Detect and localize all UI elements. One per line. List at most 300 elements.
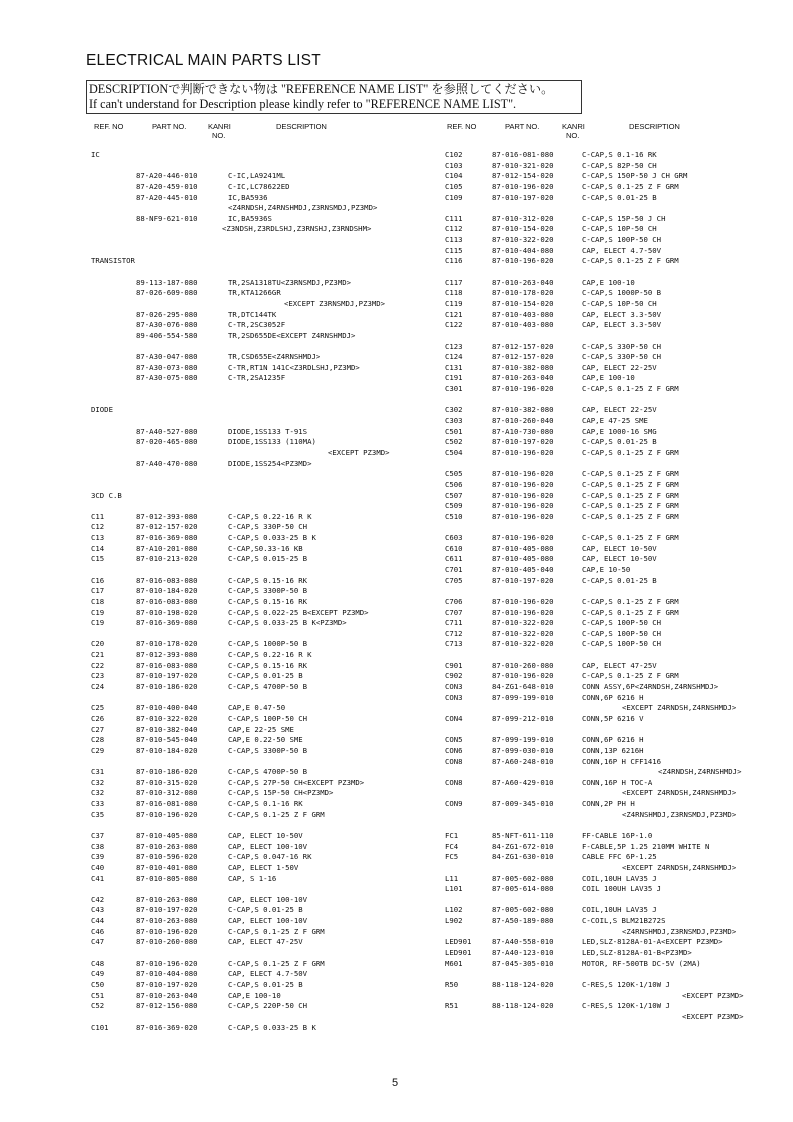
part-no-cell: 87-005-602-080 — [492, 905, 554, 915]
part-no-cell: 87-010-196-020 — [492, 469, 554, 479]
ref-no-cell: C17 — [91, 586, 105, 596]
table-row — [88, 416, 418, 427]
table-row — [445, 778, 765, 789]
table-row — [445, 799, 765, 810]
part-no-cell: 87-010-197-020 — [492, 437, 554, 447]
ref-no-cell: CON3 — [445, 692, 463, 702]
ref-no-cell: C902 — [445, 671, 463, 681]
part-no-cell: 89-113-187-080 — [136, 277, 198, 287]
table-row — [88, 235, 418, 246]
description-cell: C-CAP,S 0.1-25 Z F GRM — [582, 479, 679, 489]
part-no-cell: 87-010-154-020 — [492, 298, 554, 308]
ref-no-cell: C50 — [91, 979, 105, 989]
part-no-cell: 88-118-124-020 — [492, 1001, 554, 1011]
table-row — [88, 863, 418, 874]
table-row — [445, 895, 765, 906]
table-row — [88, 501, 418, 512]
ref-no-cell: C504 — [445, 447, 463, 457]
ref-no-cell: L102 — [445, 905, 463, 915]
description-cell: IC,BA5936 — [228, 192, 268, 202]
ref-no-cell: CON8 — [445, 756, 463, 766]
description-cell: CAP,E 10-50 — [582, 564, 631, 574]
table-row — [88, 554, 418, 565]
header-description-right: DESCRIPTION — [629, 122, 680, 131]
parts-list-left-column — [88, 150, 418, 1033]
description-cell: C-CAP,S 15P-50 J CH — [582, 213, 666, 223]
part-no-cell: 87-099-199-010 — [492, 692, 554, 702]
ref-no-cell: C41 — [91, 873, 105, 883]
description-cell: C-CAP,S 100P-50 CH — [582, 618, 662, 628]
table-row — [445, 852, 765, 863]
part-no-cell: 84-ZG1-648-010 — [492, 682, 554, 692]
table-row — [445, 214, 765, 225]
table-row — [445, 820, 765, 831]
description-cell: C-CAP,S 0.033-25 B K<PZ3MD> — [228, 618, 347, 628]
header-kanri-left — [208, 122, 231, 140]
table-row — [88, 788, 418, 799]
part-no-cell: 87-045-305-010 — [492, 958, 554, 968]
part-no-cell: 87-A20-459-010 — [136, 181, 198, 191]
table-row — [445, 203, 765, 214]
table-row — [88, 852, 418, 863]
table-row — [445, 905, 765, 916]
table-row — [445, 278, 765, 289]
description-cell: CAP, ELECT 100-10V — [228, 841, 308, 851]
part-no-cell: 87-010-196-020 — [492, 607, 554, 617]
table-row — [445, 810, 765, 821]
table-row — [88, 544, 418, 555]
description-cell: CAP, ELECT 10-50V — [582, 554, 657, 564]
description-cell: C-CAP,S 0.01-25 B — [228, 979, 303, 989]
ref-no-cell: C11 — [91, 511, 105, 521]
part-no-cell: 87-099-212-010 — [492, 713, 554, 723]
part-no-cell: 85-NFT-611-110 — [492, 831, 554, 840]
table-row — [88, 342, 418, 353]
description-cell: C-CAP,S 0.01-25 B — [582, 437, 657, 447]
part-no-cell: 87-010-545-040 — [136, 735, 198, 745]
description-cell: CAP, ELECT 3.3-50V — [582, 320, 662, 330]
part-no-cell: 87-016-083-080 — [136, 575, 198, 585]
description-cell: <EXCEPT Z4RNDSH,Z4RNSHMDJ> — [622, 862, 737, 872]
description-cell: C-IC,LA9241ML — [228, 171, 286, 181]
table-row — [445, 373, 765, 384]
table-row — [445, 586, 765, 597]
ref-no-cell: C611 — [445, 554, 463, 564]
description-cell: C-CAP,S 220P-50 CH — [228, 1001, 308, 1011]
ref-no-cell: C119 — [445, 298, 463, 308]
part-no-cell: 87-A10-201-080 — [136, 543, 198, 553]
table-row — [88, 597, 418, 608]
table-row — [445, 544, 765, 555]
part-no-cell: 87-010-260-040 — [492, 416, 554, 426]
table-row — [445, 459, 765, 470]
table-row — [88, 831, 418, 842]
header-kanri-right — [562, 122, 585, 140]
description-cell: TR,2SA1318TU<Z3RNSMDJ,PZ3MD> — [228, 277, 352, 287]
part-no-cell: 87-012-157-020 — [492, 341, 554, 351]
description-cell: CABLE FFC 6P-1.25 — [582, 852, 657, 862]
table-row — [88, 288, 418, 299]
table-row — [445, 405, 765, 416]
table-row — [445, 554, 765, 565]
description-cell: CONN,6P 6216 H — [582, 692, 644, 702]
description-cell: C-CAP,S 0.1-25 Z F GRM — [228, 926, 325, 936]
table-row — [88, 491, 418, 502]
part-no-cell: 87-A40-123-010 — [492, 948, 554, 958]
ref-no-cell: C13 — [91, 533, 105, 543]
table-row — [88, 1001, 418, 1012]
ref-no-cell: CON9 — [445, 799, 463, 809]
description-cell: C-CAP,S 0.1-25 Z F GRM — [228, 958, 325, 968]
description-cell: CONN,13P 6216H — [582, 745, 644, 755]
ref-no-cell: C303 — [445, 416, 463, 426]
ref-no-cell: C22 — [91, 660, 105, 670]
ref-no-cell: C105 — [445, 181, 463, 191]
description-cell: C-CAP,S 0.01-25 B — [582, 192, 657, 202]
part-no-cell: 87-010-196-020 — [492, 447, 554, 457]
table-row — [88, 693, 418, 704]
table-row — [445, 725, 765, 736]
description-cell: <Z3NDSH,Z3RDLSHJ,Z3RNSHJ,Z3RNDSHM> — [222, 224, 372, 234]
description-cell: C-CAP,S 0.1-25 Z F GRM — [582, 501, 679, 511]
ref-no-cell: C12 — [91, 522, 105, 532]
description-cell: <EXCEPT PZ3MD> — [682, 990, 744, 1000]
ref-no-cell: C706 — [445, 596, 463, 606]
part-no-cell: 87-010-184-020 — [136, 586, 198, 596]
part-no-cell: 87-016-369-080 — [136, 533, 198, 543]
table-row — [445, 299, 765, 310]
table-row — [445, 182, 765, 193]
description-cell: COIL,10UH LAV35 J — [582, 905, 657, 915]
table-row — [88, 363, 418, 374]
table-row — [88, 757, 418, 768]
part-no-cell: 87-A30-075-080 — [136, 373, 198, 383]
table-row — [445, 597, 765, 608]
part-no-cell: 87-010-322-020 — [492, 628, 554, 638]
ref-no-cell: C121 — [445, 309, 463, 319]
ref-no-cell: C707 — [445, 607, 463, 617]
part-no-cell: 87-012-154-020 — [492, 171, 554, 181]
description-cell: CAP,E 0.47-50 — [228, 703, 286, 713]
ref-no-cell: C51 — [91, 990, 105, 1000]
part-no-cell: 87-010-401-080 — [136, 862, 198, 872]
part-no-cell: 87-010-197-020 — [492, 575, 554, 585]
part-no-cell: 87-010-196-020 — [492, 596, 554, 606]
page-title: ELECTRICAL MAIN PARTS LIST — [86, 52, 321, 69]
ref-no-cell: C21 — [91, 650, 105, 660]
table-row — [88, 224, 418, 235]
description-cell: CAP,E 22-25 SME — [228, 724, 294, 734]
part-no-cell: 88-118-124-020 — [492, 979, 554, 989]
table-row — [445, 735, 765, 746]
ref-no-cell: C113 — [445, 235, 463, 245]
ref-no-cell: C116 — [445, 256, 463, 266]
table-row — [88, 469, 418, 480]
table-row — [88, 714, 418, 725]
part-no-cell: 87-010-197-020 — [492, 192, 554, 202]
part-no-cell: 87-010-186-020 — [136, 682, 198, 692]
table-row — [88, 278, 418, 289]
ref-no-cell: C28 — [91, 735, 105, 745]
table-row — [445, 746, 765, 757]
description-cell: C-CAP,S 0.033-25 B K — [228, 1022, 316, 1032]
table-row — [445, 246, 765, 257]
part-no-cell: 87-010-196-020 — [492, 501, 554, 511]
table-row — [88, 331, 418, 342]
table-row — [445, 980, 765, 991]
reference-note-box — [86, 80, 582, 114]
ref-no-cell: C712 — [445, 628, 463, 638]
table-row — [88, 618, 418, 629]
ref-no-cell: C25 — [91, 703, 105, 713]
ref-no-cell: CON5 — [445, 735, 463, 745]
table-row — [445, 310, 765, 321]
ref-no-cell: C46 — [91, 926, 105, 936]
header-ref-no-right: REF. NO — [447, 122, 477, 131]
description-cell: C-TR,2SA1235F — [228, 373, 286, 383]
part-no-cell: 87-010-260-080 — [492, 660, 554, 670]
table-row — [445, 682, 765, 693]
description-cell: CONN,5P 6216 V — [582, 713, 644, 723]
description-cell: C-TR,2SC3052F — [228, 320, 286, 330]
table-row — [88, 512, 418, 523]
part-no-cell: 87-016-369-020 — [136, 1022, 198, 1032]
table-row — [88, 384, 418, 395]
table-row — [88, 405, 418, 416]
description-cell: C-CAP,S 0.15-16 RK — [228, 660, 308, 670]
part-no-cell: 87-012-393-080 — [136, 650, 198, 660]
section-heading: IC — [91, 150, 100, 159]
table-row — [88, 214, 418, 225]
table-row — [88, 480, 418, 491]
part-no-cell: 87-010-400-040 — [136, 703, 198, 713]
description-cell: COIL 100UH LAV35 J — [582, 884, 662, 894]
table-row — [88, 778, 418, 789]
description-cell: <EXCEPT Z4RNDSH,Z4RNSHMDJ> — [622, 788, 737, 798]
ref-no-cell: C42 — [91, 894, 105, 904]
ref-no-cell: C117 — [445, 277, 463, 287]
table-row — [445, 235, 765, 246]
table-row — [445, 161, 765, 172]
ref-no-cell: L11 — [445, 873, 459, 883]
description-cell: CAP, ELECT 47-25V — [228, 937, 303, 947]
ref-no-cell: C603 — [445, 533, 463, 543]
ref-no-cell: C24 — [91, 682, 105, 692]
ref-no-cell: CON3 — [445, 682, 463, 692]
part-no-cell: 87-010-198-020 — [136, 607, 198, 617]
part-no-cell: 87-A40-527-080 — [136, 426, 198, 436]
description-cell: C-CAP,S 10P-50 CH — [582, 298, 657, 308]
table-row — [88, 799, 418, 810]
table-row — [445, 650, 765, 661]
part-no-cell: 87-010-196-020 — [136, 958, 198, 968]
ref-no-cell: C101 — [91, 1022, 109, 1032]
description-cell: C-CAP,S 3300P-50 B — [228, 745, 308, 755]
part-no-cell: 87-A40-470-080 — [136, 458, 198, 468]
table-row — [445, 427, 765, 438]
ref-no-cell: C33 — [91, 799, 105, 809]
part-no-cell: 88-NF9-621-010 — [136, 213, 198, 223]
table-row — [88, 459, 418, 470]
table-row — [88, 884, 418, 895]
part-no-cell: 89-406-554-580 — [136, 330, 198, 340]
ref-no-cell: R51 — [445, 1001, 459, 1011]
table-row — [445, 565, 765, 576]
part-no-cell: 87-010-403-080 — [492, 320, 554, 330]
part-no-cell: 87-010-382-040 — [136, 724, 198, 734]
description-cell: DIODE,1SS133 (110MA) — [228, 437, 316, 447]
description-cell: C-CAP,S 0.01-25 B — [228, 905, 303, 915]
table-row — [445, 1001, 765, 1012]
table-row — [88, 842, 418, 853]
part-no-cell: 87-010-403-080 — [492, 309, 554, 319]
description-cell: <Z4RNSHMDJ,Z3RNSMDJ,PZ3MD> — [622, 809, 737, 819]
description-cell: CAP,E 100-10 — [582, 373, 635, 383]
ref-no-cell: C44 — [91, 916, 105, 926]
table-row — [445, 937, 765, 948]
table-row — [88, 927, 418, 938]
description-cell: CAP, ELECT 100-10V — [228, 916, 308, 926]
table-row — [88, 256, 418, 267]
table-row — [445, 639, 765, 650]
description-cell: C-CAP,S 0.1-25 Z F GRM — [582, 469, 679, 479]
part-no-cell: 87-010-178-020 — [136, 639, 198, 649]
table-row — [88, 246, 418, 257]
part-no-cell: 87-016-081-080 — [136, 799, 198, 809]
table-row — [445, 576, 765, 587]
table-row — [88, 980, 418, 991]
table-row — [88, 767, 418, 778]
table-row — [88, 352, 418, 363]
ref-no-cell: M601 — [445, 958, 463, 968]
description-cell: TR,DTC144TK — [228, 309, 277, 319]
part-no-cell: 87-010-196-020 — [492, 511, 554, 521]
description-cell: C-CAP,S 0.01-25 B — [228, 671, 303, 681]
description-cell: C-CAP,S 0.1-25 Z F GRM — [582, 256, 679, 266]
part-no-cell: 87-010-382-080 — [492, 362, 554, 372]
part-no-cell: 87-010-178-020 — [492, 288, 554, 298]
table-row — [445, 608, 765, 619]
description-cell: C-CAP,S 0.1-25 Z F GRM — [582, 447, 679, 457]
description-cell: CONN,16P H TOC-A — [582, 777, 653, 787]
description-cell: CAP,E 100-10 — [228, 990, 281, 1000]
description-cell: C-CAP,S 0.1-25 Z F GRM — [582, 607, 679, 617]
ref-no-cell: C103 — [445, 160, 463, 170]
part-no-cell: 87-010-596-020 — [136, 852, 198, 862]
table-row — [445, 171, 765, 182]
page-number: 5 — [392, 1077, 399, 1089]
ref-no-cell: C510 — [445, 511, 463, 521]
description-cell: CAP, ELECT 1-50V — [228, 862, 299, 872]
ref-no-cell: C501 — [445, 426, 463, 436]
description-cell: CAP, ELECT 100-10V — [228, 894, 308, 904]
part-no-cell: 87-010-196-020 — [492, 671, 554, 681]
table-row — [445, 480, 765, 491]
ref-no-cell: C23 — [91, 671, 105, 681]
part-no-cell: 87-010-197-020 — [136, 979, 198, 989]
table-row — [88, 820, 418, 831]
table-row — [445, 1012, 765, 1023]
ref-no-cell: C39 — [91, 852, 105, 862]
description-cell: CAP,E 47-25 SME — [582, 416, 648, 426]
description-cell: DIODE,1SS133 T-91S — [228, 426, 308, 436]
table-row — [88, 969, 418, 980]
description-cell: CAP, ELECT 4.7-50V — [228, 969, 308, 979]
part-no-cell: 87-010-196-020 — [136, 809, 198, 819]
table-row — [445, 884, 765, 895]
table-row — [445, 629, 765, 640]
part-no-cell: 87-010-315-020 — [136, 777, 198, 787]
part-no-cell: 87-005-614-080 — [492, 884, 554, 894]
ref-no-cell: C29 — [91, 745, 105, 755]
description-cell: CAP,E 1000-16 SMG — [582, 426, 657, 436]
ref-no-cell: FC4 — [445, 841, 459, 851]
table-row — [445, 959, 765, 970]
ref-no-cell: C505 — [445, 469, 463, 479]
part-no-cell: 87-012-157-020 — [492, 352, 554, 362]
table-row — [88, 916, 418, 927]
table-row — [88, 437, 418, 448]
table-row — [445, 342, 765, 353]
table-row — [88, 150, 418, 161]
ref-no-cell: C18 — [91, 596, 105, 606]
description-cell: C-CAP,S 0.1-16 RK — [582, 150, 657, 159]
part-no-cell: 87-010-404-080 — [492, 245, 554, 255]
description-cell: CONN,6P 6216 H — [582, 735, 644, 745]
description-cell: TR,KTA1266GR — [228, 288, 281, 298]
ref-no-cell: C14 — [91, 543, 105, 553]
ref-no-cell: C47 — [91, 937, 105, 947]
description-cell: C-CAP,S 100P-50 CH — [582, 235, 662, 245]
ref-no-cell: C122 — [445, 320, 463, 330]
table-row — [445, 916, 765, 927]
part-no-cell: 87-A60-248-010 — [492, 756, 554, 766]
description-cell: FF-CABLE 16P-1.0 — [582, 831, 653, 840]
table-row — [445, 352, 765, 363]
description-cell: MOTOR, RF-500TB DC-5V (2MA) — [582, 958, 701, 968]
description-cell: C-CAP,S 330P-50 CH — [228, 522, 308, 532]
description-cell: <EXCEPT Z3RNSMDJ,PZ3MD> — [284, 298, 386, 308]
ref-no-cell: C19 — [91, 618, 105, 628]
part-no-cell: 87-012-156-080 — [136, 1001, 198, 1011]
table-row — [88, 1012, 418, 1023]
part-no-cell: 87-010-321-020 — [492, 160, 554, 170]
part-no-cell: 87-010-263-080 — [136, 841, 198, 851]
table-row — [445, 448, 765, 459]
ref-no-cell: C705 — [445, 575, 463, 585]
description-cell: C-CAP,S0.33-16 KB — [228, 543, 303, 553]
description-cell: TR,CSD655E<Z4RNSHMDJ> — [228, 352, 321, 362]
table-row — [445, 522, 765, 533]
table-row — [88, 576, 418, 587]
part-no-cell: 87-016-083-080 — [136, 660, 198, 670]
description-cell: <Z4RNDSH,Z4RNSHMDJ,Z3RNSMDJ,PZ3MD> — [228, 203, 378, 213]
description-cell: CONN,2P PH H — [582, 799, 635, 809]
table-row — [88, 427, 418, 438]
table-row — [445, 661, 765, 672]
part-no-cell: 87-010-196-020 — [136, 926, 198, 936]
ref-no-cell: C507 — [445, 490, 463, 500]
table-row — [88, 320, 418, 331]
part-no-cell: 87-010-186-020 — [136, 767, 198, 777]
ref-no-cell: CON6 — [445, 745, 463, 755]
description-cell: C-CAP,S 100P-50 CH — [582, 639, 662, 649]
description-cell: C-CAP,S 0.15-16 RK — [228, 596, 308, 606]
table-row — [445, 533, 765, 544]
table-row — [445, 150, 765, 161]
table-row — [88, 650, 418, 661]
table-row — [445, 501, 765, 512]
